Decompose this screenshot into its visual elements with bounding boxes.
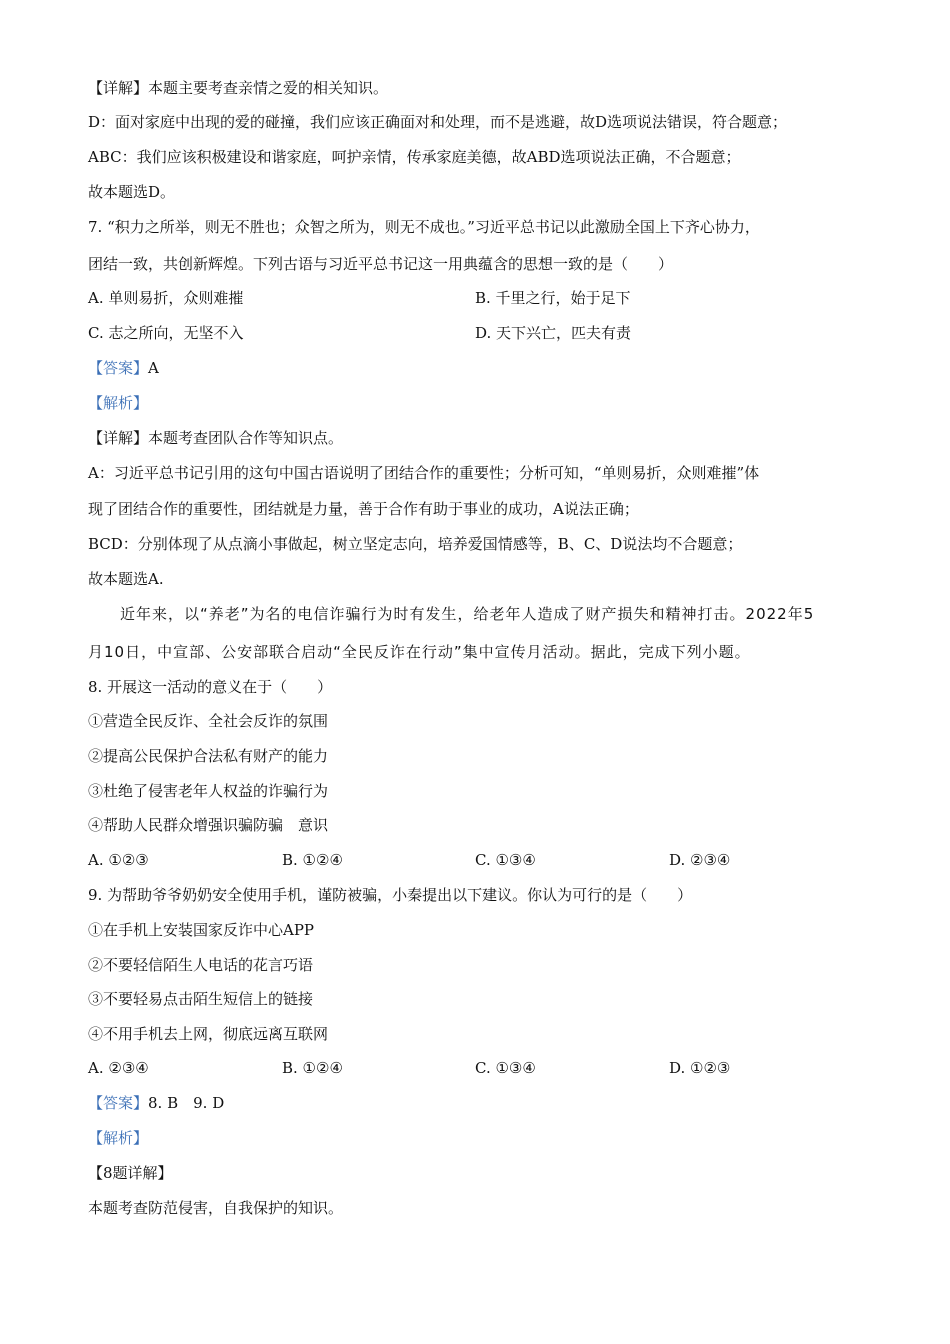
q7-conclusion: 故本题选A. bbox=[88, 570, 164, 588]
q9-stem: 9. 为帮助爷爷奶奶安全使用手机，谨防被骗，小秦提出以下建议。你认为可行的是（ ） bbox=[88, 886, 693, 904]
q7-line-bcd: BCD：分别体现了从点滴小事做起，树立坚定志向，培养爱国情感等，B、C、D说法均不合题意； bbox=[88, 535, 743, 553]
q8-detail-text: 本题考查防范侵害，自我保护的知识。 bbox=[88, 1199, 344, 1217]
q8-option-a: A. ①②③ bbox=[88, 851, 149, 869]
q9-option-d: D. ①②③ bbox=[669, 1059, 731, 1077]
q7-option-d: D. 天下兴亡，匹夫有责 bbox=[475, 324, 632, 342]
answer-label: 【答案】 bbox=[88, 1094, 149, 1112]
answer-value: 8. B 9. D bbox=[148, 1094, 225, 1112]
q8-item-3: ③杜绝了侵害老年人权益的诈骗行为 bbox=[88, 782, 329, 800]
q7-answer bbox=[88, 358, 159, 378]
q8-item-1: ①营造全民反诈、全社会反诈的氛围 bbox=[88, 712, 329, 730]
q9-item-3: ③不要轻易点击陌生短信上的链接 bbox=[88, 990, 314, 1008]
q7-line-a1: A：习近平总书记引用的这句中国古语说明了团结合作的重要性；分析可知，“单则易折，众则难摧”体 bbox=[88, 464, 760, 482]
q7-line-a2: 现了团结合作的重要性，团结就是力量，善于合作有助于事业的成功，A说法正确； bbox=[88, 500, 639, 518]
q7-stem-line2: 团结一致，共创新辉煌。下列古语与习近平总书记这一用典蕴含的思想一致的是（ ） bbox=[88, 255, 674, 273]
q8-option-c: C. ①③④ bbox=[475, 851, 536, 869]
q6-line-d: D：面对家庭中出现的爱的碰撞，我们应该正确面对和处理，而不是逃避，故D选项说法错误，符合题意； bbox=[88, 113, 788, 131]
q8-stem: 8. 开展这一活动的意义在于（ ） bbox=[88, 678, 333, 696]
q9-item-4: ④不用手机去上网，彻底远离互联网 bbox=[88, 1025, 329, 1043]
material-line2: 月10日，中宣部、公安部联合启动“全民反诈在行动”集中宣传月活动。据此，完成下列小题。 bbox=[88, 643, 751, 661]
q8-option-d: D. ②③④ bbox=[669, 851, 731, 869]
q8-item-4: ④帮助人民群众增强识骗防骗 意识 bbox=[88, 816, 329, 834]
q7-option-c: C. 志之所向，无坚不入 bbox=[88, 324, 244, 342]
q7-detail: 【详解】本题考查团队合作等知识点。 bbox=[88, 429, 344, 447]
q9-option-c: C. ①③④ bbox=[475, 1059, 536, 1077]
q8-detail-label: 【8题详解】 bbox=[88, 1164, 173, 1182]
q8-option-b: B. ①②④ bbox=[282, 851, 343, 869]
q6-line-abc: ABC：我们应该积极建设和谐家庭，呵护亲情，传承家庭美德，故ABD选项说法正确，不合题意； bbox=[88, 148, 741, 166]
q9-option-b: B. ①②④ bbox=[282, 1059, 343, 1077]
answer-label: 【答案】 bbox=[88, 359, 149, 377]
q7-option-b: B. 千里之行，始于足下 bbox=[475, 289, 631, 307]
q9-option-a: A. ②③④ bbox=[88, 1059, 149, 1077]
material-line1: 近年来，以“养老”为名的电信诈骗行为时有发生，给老年人造成了财产损失和精神打击。2022年5 bbox=[120, 605, 815, 623]
q7-stem-line1: 7. “积力之所举，则无不胜也；众智之所为，则无不成也。”习近平总书记以此激励全国上下齐心协力， bbox=[88, 218, 760, 236]
q9-item-1: ①在手机上安装国家反诈中心APP bbox=[88, 921, 315, 939]
q7-option-a: A. 单则易折，众则难摧 bbox=[88, 289, 244, 307]
q6-conclusion: 故本题选D。 bbox=[88, 183, 176, 201]
q8-item-2: ②提高公民保护合法私有财产的能力 bbox=[88, 747, 329, 765]
q9-item-2: ②不要轻信陌生人电话的花言巧语 bbox=[88, 956, 314, 974]
q8-9-analysis-label: 【解析】 bbox=[88, 1129, 149, 1147]
q8-9-answer bbox=[88, 1093, 224, 1113]
q7-analysis-label: 【解析】 bbox=[88, 394, 149, 412]
q6-detail: 【详解】本题主要考查亲情之爱的相关知识。 bbox=[88, 79, 389, 97]
answer-value: A bbox=[148, 359, 159, 377]
